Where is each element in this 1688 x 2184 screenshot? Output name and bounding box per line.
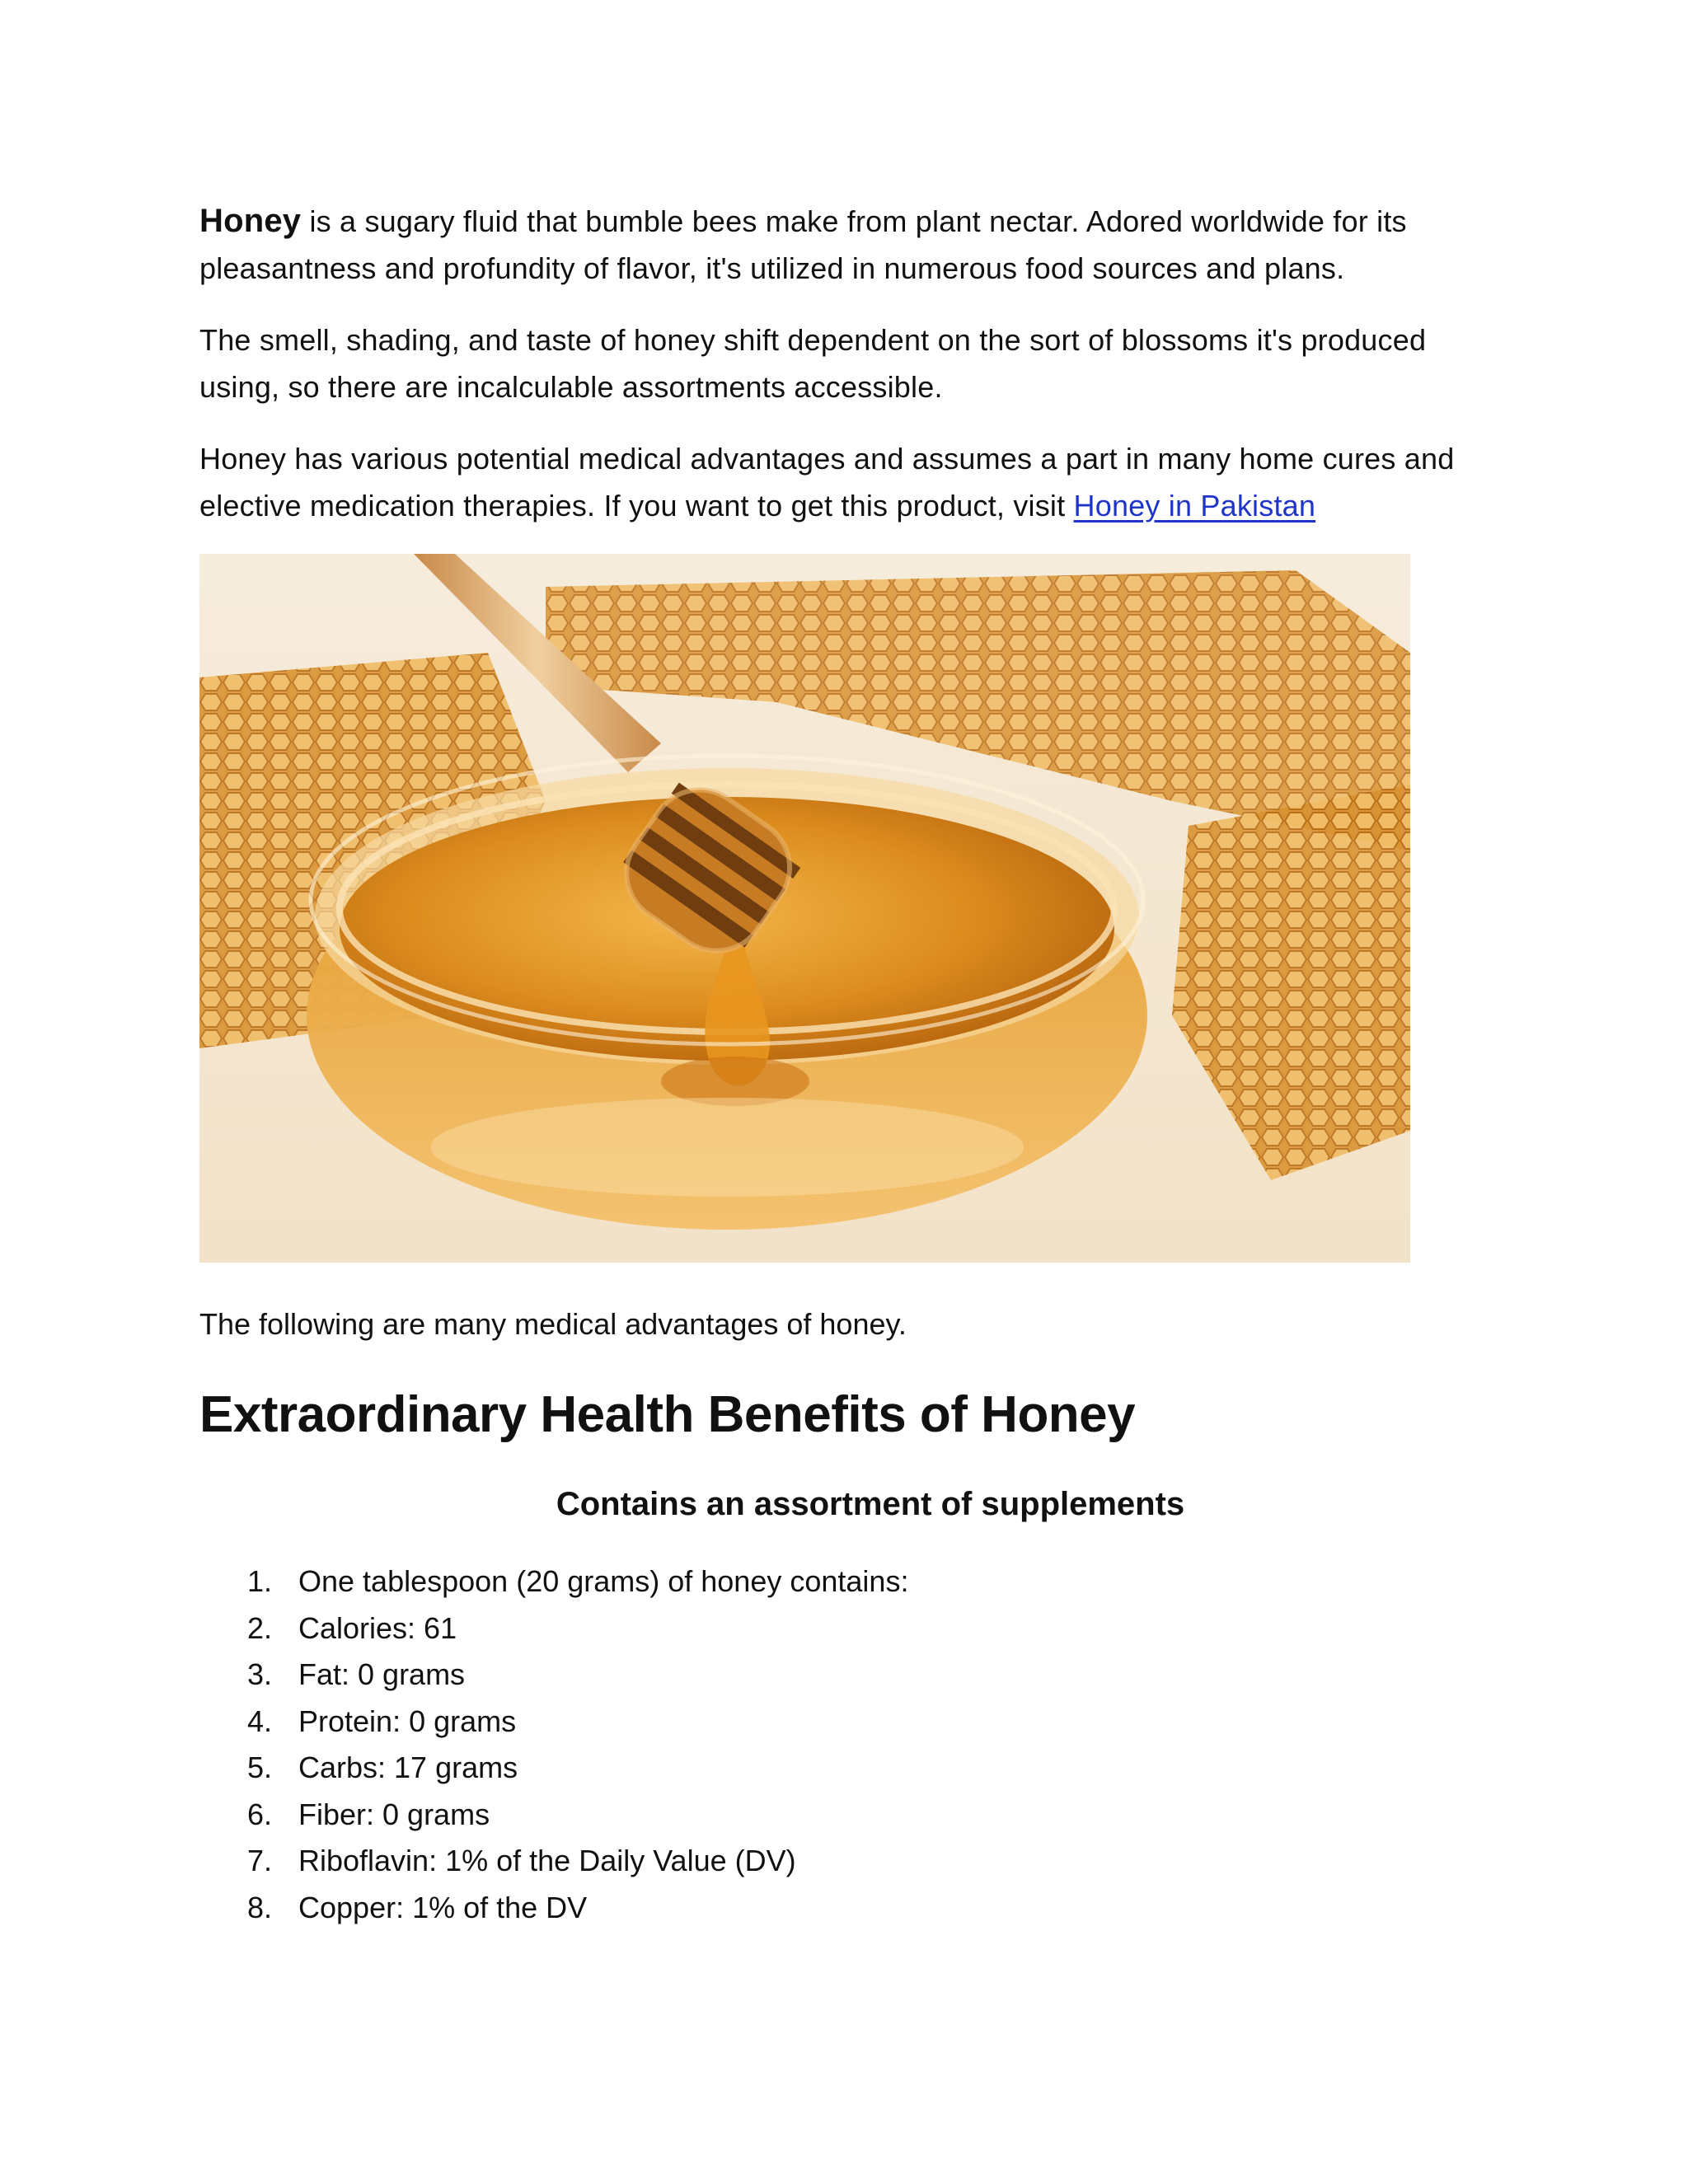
list-item <box>199 1652 1485 1699</box>
intro-paragraph-1-text: is a sugary fluid that bumble bees make from plant nectar. Adored worldwide for its pleasantness and profundity of flavor, it's utilized in numerous food sources and plans. <box>199 204 1407 285</box>
document-content <box>199 198 1485 1931</box>
honey-in-pakistan-link[interactable]: Honey in Pakistan <box>1073 489 1316 523</box>
honey-photo <box>199 554 1410 1263</box>
list-text: Fiber: 0 grams <box>298 1797 490 1831</box>
list-item <box>199 1699 1485 1746</box>
list-item <box>199 1558 1485 1605</box>
list-text: Carbs: 17 grams <box>298 1750 518 1784</box>
list-number: 1. <box>247 1564 273 1598</box>
list-item <box>199 1792 1485 1839</box>
list-text: Fat: 0 grams <box>298 1657 466 1691</box>
list-text: Copper: 1% of the DV <box>298 1890 588 1924</box>
intro-paragraph-2: The smell, shading, and taste of honey shift dependent on the sort of blossoms it's produced using, so there are incalculable assortments accessible. <box>199 323 1427 404</box>
list-number: 5. <box>247 1750 273 1784</box>
main-heading: Extraordinary Health Benefits of Honey <box>199 1386 1136 1443</box>
intro-paragraph-3-text: Honey has various potential medical advantages and assumes a part in many home cures and elective medication therapies. If you want to get this product, visit <box>199 442 1455 523</box>
list-number: 3. <box>247 1657 273 1691</box>
intro-paragraph-3 <box>199 435 1485 529</box>
advantages-intro: The following are many medical advantages of honey. <box>199 1307 907 1341</box>
list-text: Calories: 61 <box>298 1610 457 1645</box>
list-number: 8. <box>247 1890 273 1924</box>
list-text: One tablespoon (20 grams) of honey contains: <box>298 1564 909 1598</box>
sub-heading: Contains an assortment of supplements <box>556 1486 1185 1522</box>
list-number: 7. <box>247 1844 273 1877</box>
list-item <box>199 1745 1485 1792</box>
list-item <box>199 1838 1485 1885</box>
lead-word: Honey <box>199 203 302 239</box>
list-item <box>199 1605 1485 1652</box>
list-text: Riboflavin: 1% of the Daily Value (DV) <box>298 1844 796 1877</box>
list-number: 6. <box>247 1797 273 1831</box>
list-number: 2. <box>247 1610 273 1645</box>
intro-paragraph-1 <box>199 198 1485 292</box>
list-text: Protein: 0 grams <box>298 1704 517 1738</box>
list-number: 4. <box>247 1704 273 1738</box>
nutrition-list <box>199 1558 1485 1931</box>
honey-bowl-image <box>199 554 1410 1263</box>
list-item <box>199 1885 1485 1932</box>
